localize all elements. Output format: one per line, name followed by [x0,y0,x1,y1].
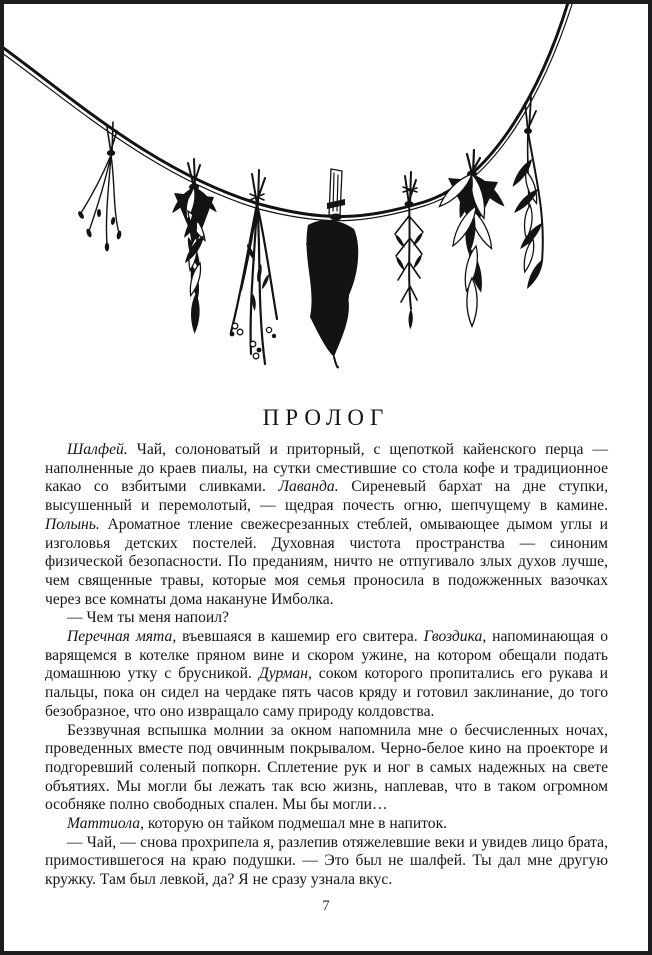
herb-bundle-7 [510,97,547,291]
herb-name: Гвоздика [423,628,483,646]
body-text: , соком которого пропитались его рукава и пальцы, пока он сидел на чердаке пять часов кряду и готовил заклинание, до того безобразное, что оно извращало саму природу колдовства. [45,665,608,720]
herb-name: Полынь. [45,515,100,533]
herb-name: Маттиола [67,815,141,833]
paragraph-3 [45,628,608,722]
body-text: Чай, солоноватый и приторный, с щепоткой кайенского перца — наполненные до краев пиалы, на сутки сместившие со стола кофе и традиционное какао со взбитыми сливками. [45,441,608,496]
herb-bundle-6 [436,150,508,326]
body-text: Беззвучная вспышка молнии за окном напомнила мне о бесчисленных ночах, проведенных вместе под овчинным покрывалом. Черно-белое кино на проекторе и подгоревший соленый попкорн. Сплетение рук и ног в самых надежных на свете объятиях. Мы могли бы лежать так всю жизнь, наплевав, что в таком огромном особняке полно свободных спален. Мы бы могли… [45,721,608,814]
dialogue-text: — Чай, — снова прохрипела я, разлепив отяжелевшие веки и увидев лицо брата, примостившегося на краю подушки. — Это был не шалфей. Ты дал мне другую кружку. Там был левкой, да? Я не сразу узнала вкус. [45,833,608,889]
page-text [45,441,608,890]
dialogue-text: — Чем ты меня напоил? [67,609,229,627]
herb-name: Перечная мята [67,628,173,646]
paragraph-1 [45,441,608,609]
herbs-illustration [4,4,648,396]
chapter-title: ПРОЛОГ [262,405,390,430]
body-text: Сиреневый бархат на дне ступки, высушенный и перемолотый, — щедрая почесть огню, шепчущему в камине. [45,478,608,515]
page-number: 7 [322,898,330,914]
body-text: , напоминающая о варящемся в котелке пряном вине и скором ужине, на котором обещали подать домашнюю утку с брусникой. [45,628,609,683]
paragraph-5 [45,815,608,834]
body-text: , которую он тайком подмешал мне в напиток. [140,815,448,833]
herb-bundle-1 [77,122,122,252]
herb-bundle-5 [394,172,425,329]
body-text: Ароматное тление свежесрезанных стеблей, омывающее дымом углы и изголовья детских постелей. Духовная чистота пространства — синоним физической безопасности. По преданиям, ничто не отпугивало злых духов лучше, чем священные травы, которые моя семья проносила в подожженных вазочках через все комнаты дома накануне Имболка. [45,515,608,608]
body-text: , въевшаяся в кашемир его свитера. [172,628,424,646]
paragraph-4 [45,722,608,816]
paragraph-6 [45,834,608,890]
herb-bundle-3 [230,170,277,364]
herb-bundle-4 [303,169,361,368]
herb-name: Дурман [258,665,308,683]
herb-name: Лаванда. [278,478,339,496]
herb-name: Шалфей. [67,441,128,458]
paragraph-2 [45,609,608,628]
herb-buds [230,323,277,359]
